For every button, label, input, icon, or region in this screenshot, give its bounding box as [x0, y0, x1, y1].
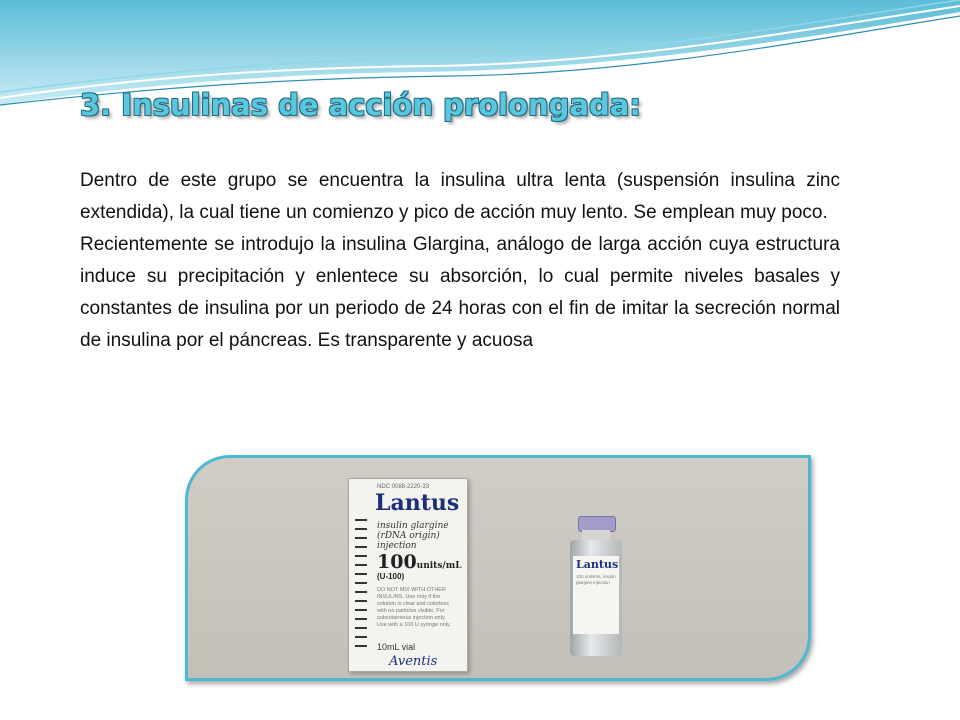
vial-neck: [582, 530, 610, 540]
body-paragraph: Dentro de este grupo se encuentra la insulina ultra lenta (suspensión insulina zinc extendida), la cual tiene un comienzo y pico de acción muy lento. Se emplean muy poco.: [80, 170, 840, 223]
body-paragraph: Recientemente se introdujo la insulina Glargina, análogo de larga acción cuya estructura induce su precipitación y enlentece su absorción, lo cual permite niveles basales y constantes de insulina por un periodo de 24 horas con el fin de imitar la secreción normal de insulina por el páncreas. Es transparente y acuosa: [80, 234, 840, 351]
lantus-box: [348, 478, 468, 672]
box-fine-print: DO NOT MIX WITH OTHER INSULINS. Use only if the solution is clear and colorless with no particles visible. For subcutaneous injection only. Use with a 100 U syringe only.: [377, 587, 451, 628]
slide-title: 3. Insulinas de acción prolongada:: [80, 88, 641, 122]
box-vial-size: 10mL vial: [377, 642, 416, 652]
box-maker-logo: Aventis: [389, 654, 438, 669]
box-ndc: NDC 0088-2220-33: [377, 484, 430, 490]
vial-brand: Lantus: [576, 558, 619, 571]
barcode-strip: [355, 519, 367, 649]
box-concentration: (U-100): [377, 572, 405, 581]
box-units-number: 100: [377, 551, 417, 573]
box-units-suffix: units/mL: [416, 561, 462, 571]
vial-fine-print: 100 units/mL insulin glargine injection: [576, 574, 616, 585]
insulin-vial: [570, 516, 622, 656]
box-generic-name: insulin glargine (rDNA origin) injection: [377, 521, 449, 551]
slide-body: [80, 165, 840, 357]
box-brand: Lantus: [375, 490, 460, 516]
product-photo: [185, 455, 811, 681]
box-units: [377, 551, 462, 573]
